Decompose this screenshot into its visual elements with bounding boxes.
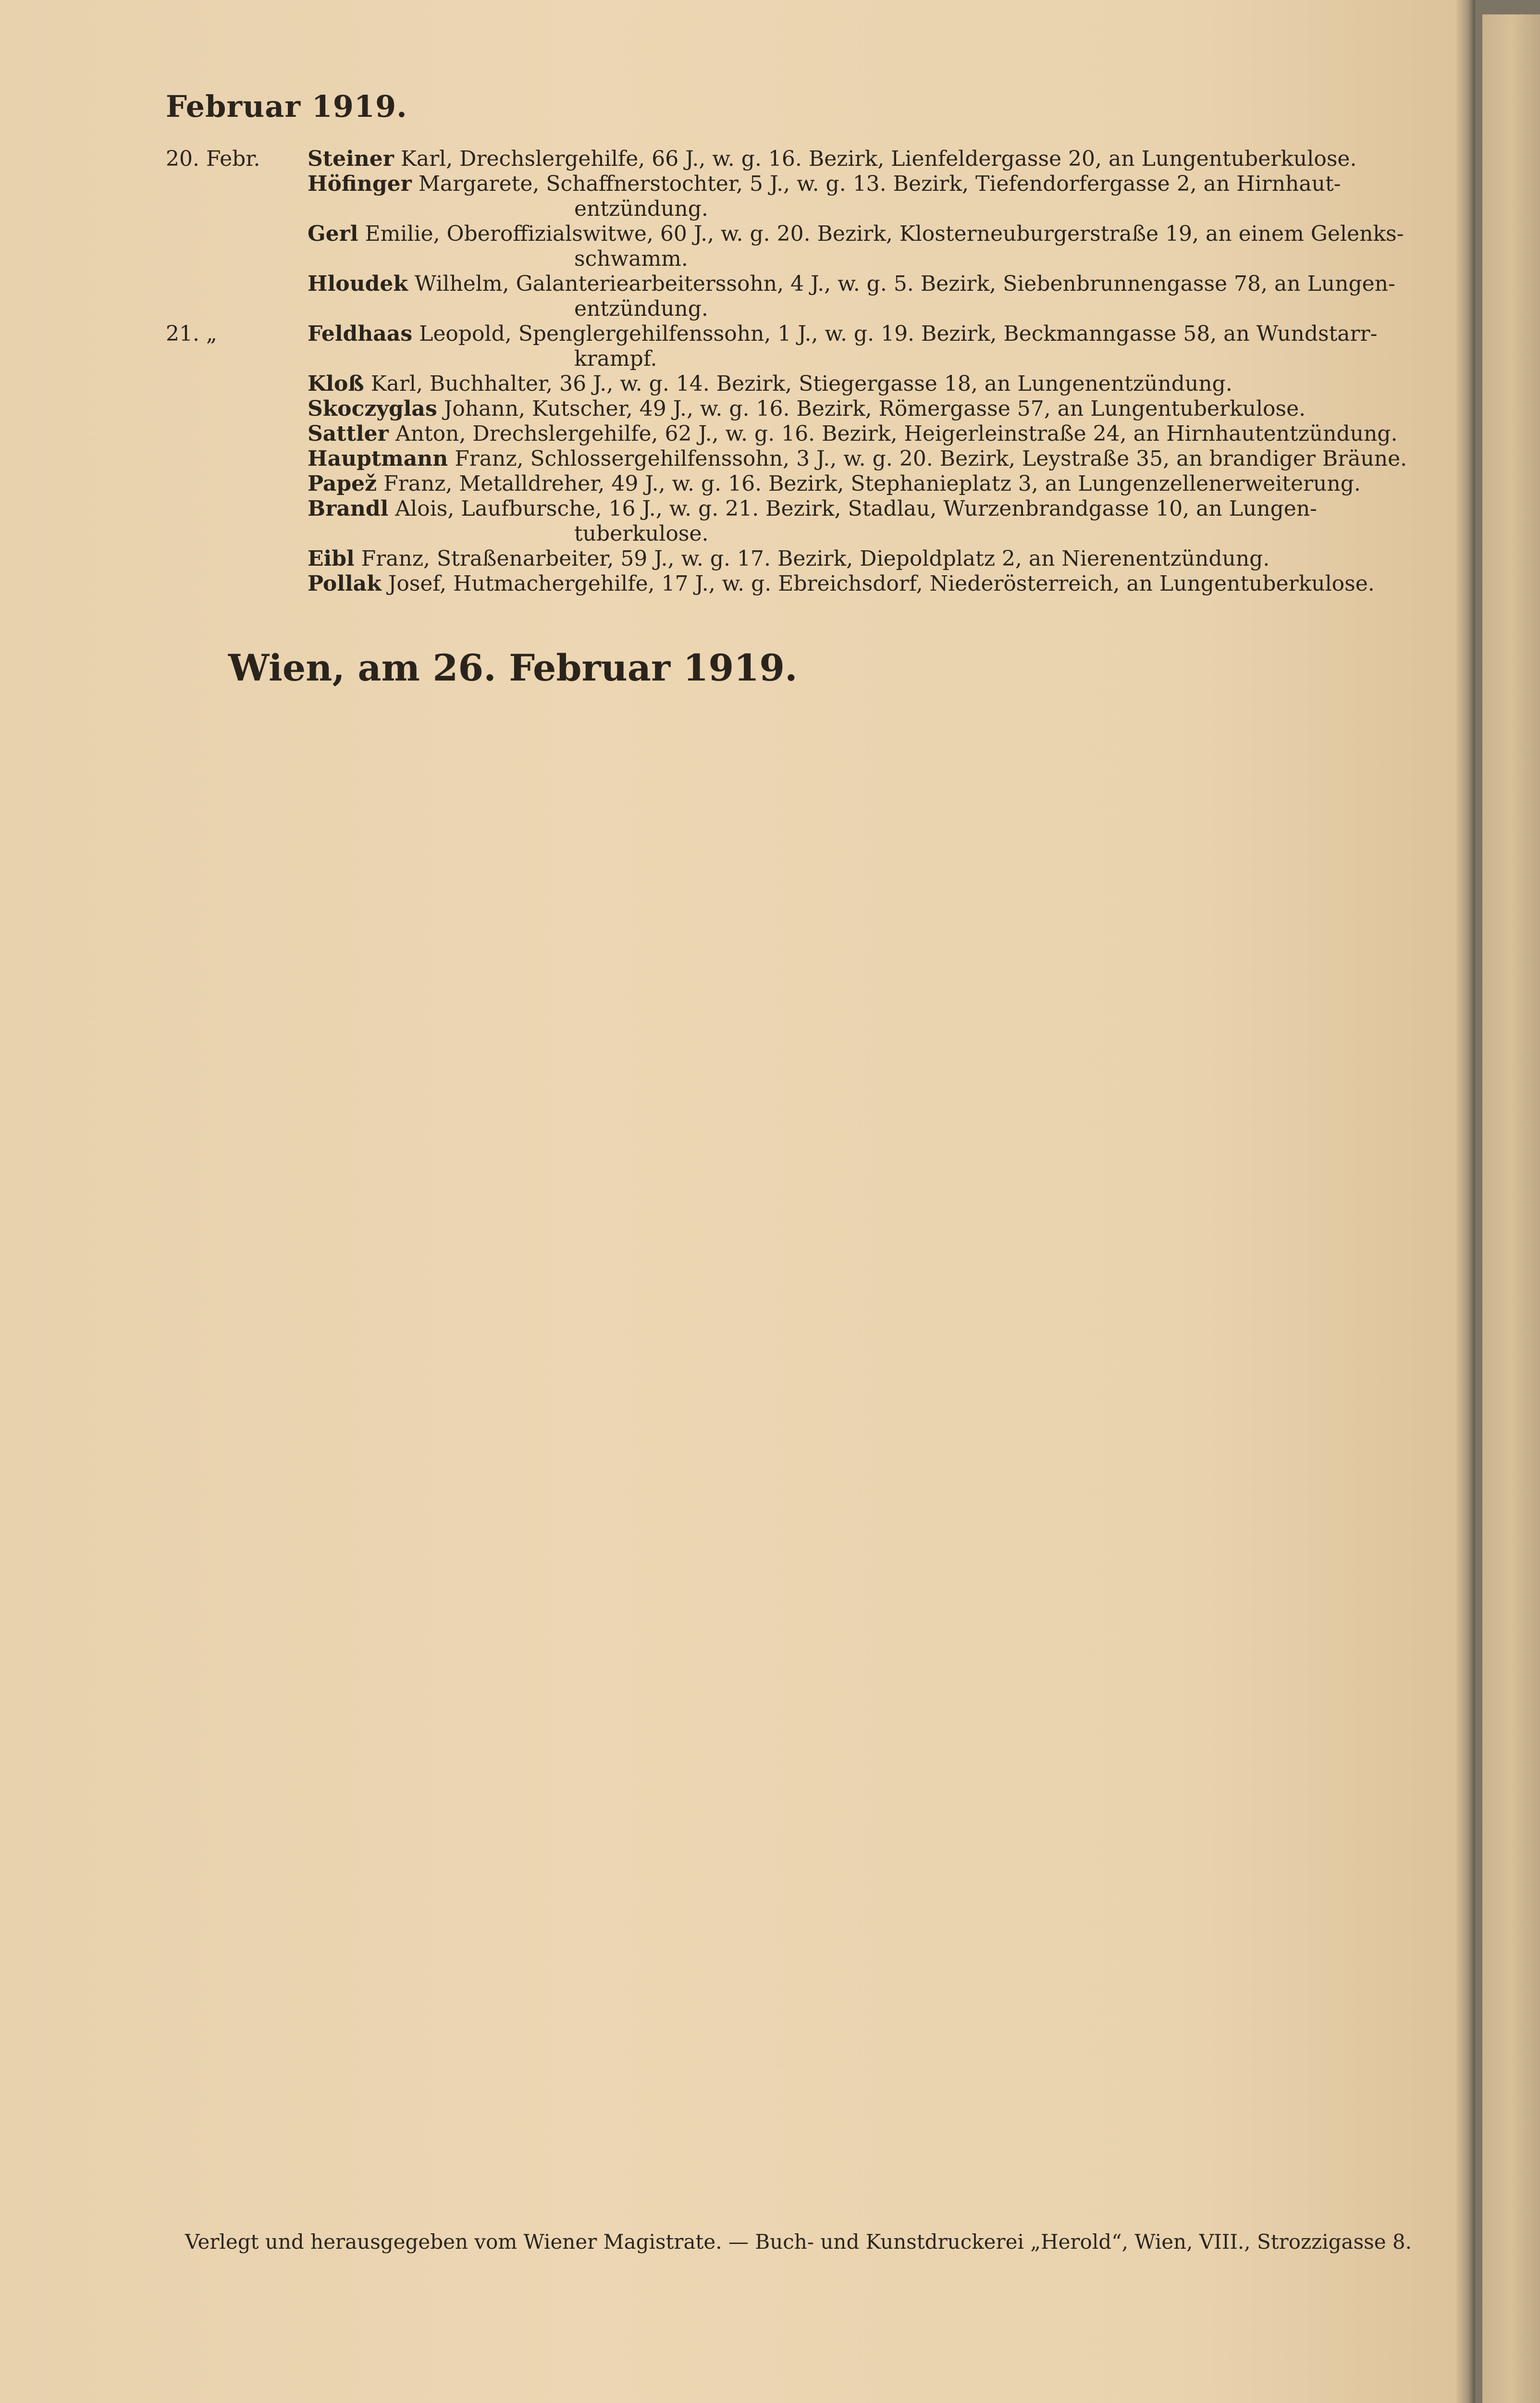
entry-details: Leopold, Spenglergehilfenssohn, 1 J., w. g. 19. Bezirk, Beckmanngasse 58, an Wundstarr- (419, 322, 1378, 346)
entry-details: Margarete, Schaffnerstochter, 5 J., w. g. 13. Bezirk, Tiefendorfergasse 2, an Hirnhaut- (418, 172, 1341, 196)
entry-date: 20. Febr. (166, 147, 260, 171)
register-entry (166, 322, 1463, 372)
publisher-footer: Verlegt und herausgegeben vom Wiener Magistrate. — Buch- und Kunstdruckerei „Herold“, Wien, VIII., Strozzigasse 8. (185, 2230, 1412, 2254)
entry-continuation: schwamm. (574, 247, 688, 271)
register-entry (166, 222, 1463, 272)
entry-surname: Skoczyglas (308, 396, 437, 421)
entry-details: Josef, Hutmachergehilfe, 17 J., w. g. Ebreichsdorf, Niederösterreich, an Lungentuberkulose. (388, 571, 1375, 596)
register-entry (166, 446, 1463, 471)
register-entry (166, 272, 1463, 322)
register-entry (166, 147, 1463, 172)
entry-surname: Höfinger (308, 172, 412, 196)
entry-details: Franz, Schlossergehilfenssohn, 3 J., w. g. 20. Bezirk, Leystraße 35, an brandiger Bräune. (455, 446, 1407, 471)
entry-surname: Hloudek (308, 272, 408, 296)
entry-surname: Papež (308, 471, 377, 496)
closing-dateline: Wien, am 26. Februar 1919. (228, 646, 798, 689)
register-entry (166, 471, 1463, 496)
entry-details: Franz, Metalldreher, 49 J., w. g. 16. Bezirk, Stephanieplatz 3, an Lungenzellenerweiterung. (383, 471, 1361, 496)
entry-surname: Sattler (308, 421, 389, 446)
entry-details: Karl, Drechslergehilfe, 66 J., w. g. 16. Bezirk, Lienfeldergasse 20, an Lungentuberkulose. (400, 147, 1357, 171)
register-entry (166, 546, 1463, 571)
entry-surname: Steiner (308, 147, 394, 171)
entry-details: Emilie, Oberoffizialswitwe, 60 J., w. g. 20. Bezirk, Klosterneuburgerstraße 19, an einem Gelenks- (365, 222, 1404, 246)
page-header: Februar 1919. (166, 89, 407, 124)
register-entry (166, 571, 1463, 596)
register-entry (166, 396, 1463, 421)
register-entry (166, 172, 1463, 222)
entry-surname: Pollak (308, 571, 382, 596)
death-register-list (166, 147, 1463, 596)
entry-details: Alois, Laufbursche, 16 J., w. g. 21. Bezirk, Stadlau, Wurzenbrandgasse 10, an Lungen- (395, 496, 1318, 521)
entry-surname: Feldhaas (308, 322, 413, 346)
entry-surname: Brandl (308, 496, 389, 521)
entry-details: Franz, Straßenarbeiter, 59 J., w. g. 17. Bezirk, Diepoldplatz 2, an Nierenentzündung. (361, 546, 1270, 571)
entry-continuation: entzündung. (574, 297, 708, 321)
entry-surname: Eibl (308, 546, 355, 571)
adjacent-page-strip (1482, 14, 1540, 2403)
entry-continuation: tuberkulose. (574, 521, 709, 546)
entry-details: Wilhelm, Galanteriearbeiterssohn, 4 J., w. g. 5. Bezirk, Siebenbrunnengasse 78, an Lungen- (414, 272, 1395, 296)
entry-date: 21. „ (166, 322, 217, 346)
register-entry (166, 372, 1463, 396)
entry-continuation: krampf. (574, 347, 657, 371)
entry-continuation: entzündung. (574, 197, 708, 221)
entry-details: Anton, Drechslergehilfe, 62 J., w. g. 16. Bezirk, Heigerleinstraße 24, an Hirnhautentzündung. (395, 421, 1398, 446)
entry-details: Karl, Buchhalter, 36 J., w. g. 14. Bezirk, Stiegergasse 18, an Lungenentzündung. (370, 372, 1232, 396)
register-entry (166, 496, 1463, 546)
entry-surname: Kloß (308, 372, 364, 396)
entry-surname: Hauptmann (308, 446, 448, 471)
entry-details: Johann, Kutscher, 49 J., w. g. 16. Bezirk, Römergasse 57, an Lungentuberkulose. (444, 396, 1306, 421)
entry-surname: Gerl (308, 222, 358, 246)
register-entry (166, 421, 1463, 446)
